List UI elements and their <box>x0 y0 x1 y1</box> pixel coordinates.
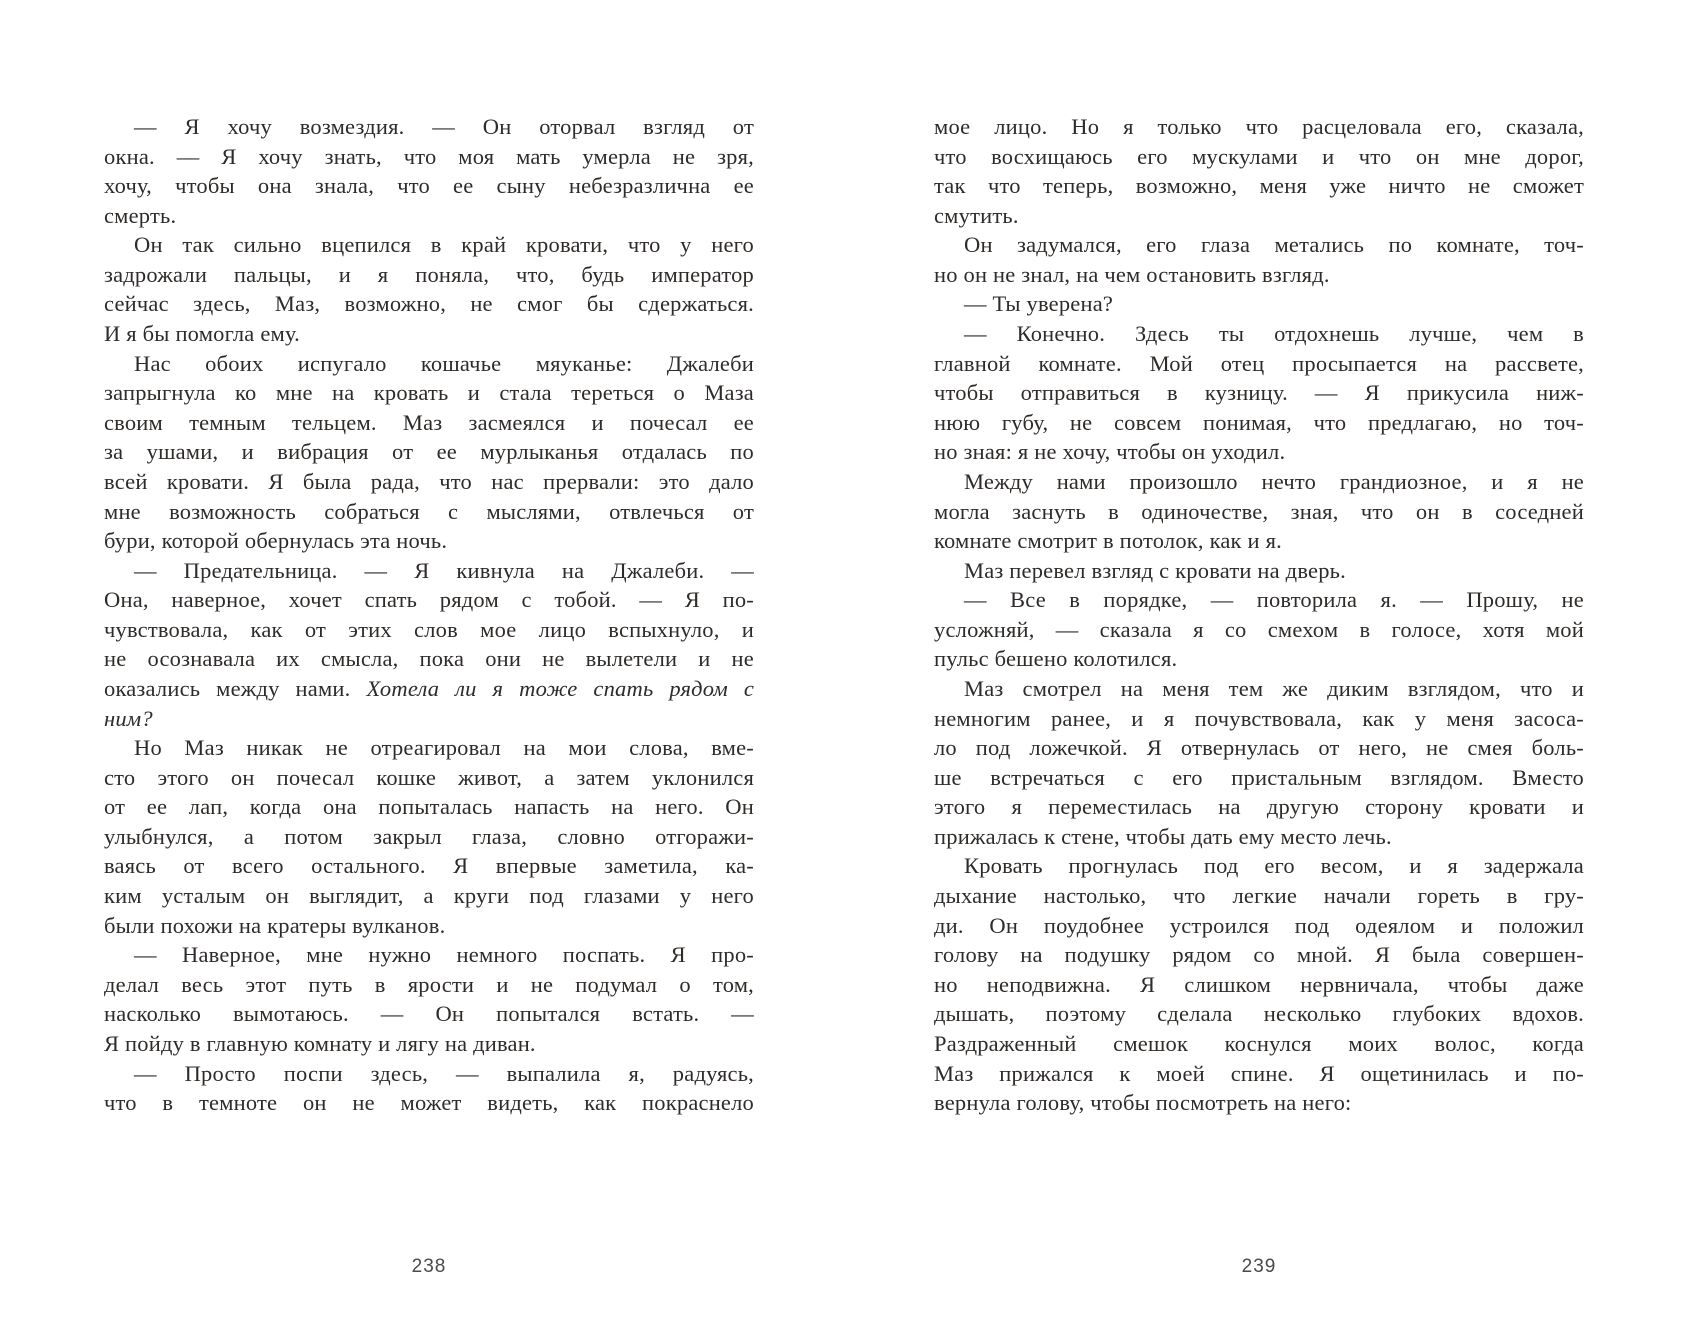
text-segment: Я пойду в главную комнату и лягу на диван. <box>104 1030 536 1056</box>
text-segment: чувствовала, как от этих слов мое лицо вспыхнуло, и <box>104 616 754 642</box>
text-segment: Нас обоих испугало кошачье мяуканье: Джалеби <box>134 350 754 376</box>
text-segment: смутить. <box>934 202 1019 228</box>
text-segment: ким усталым он выглядит, а круги под глазами у него <box>104 883 754 909</box>
text-line <box>934 1059 1584 1089</box>
text-line <box>934 556 1584 586</box>
text-line <box>104 378 754 408</box>
text-line <box>934 585 1584 615</box>
text-segment: усложняй, — сказала я со смехом в голосе, хотя мой <box>934 616 1584 642</box>
text-line <box>104 1088 754 1118</box>
text-line <box>104 970 754 1000</box>
text-line <box>104 851 754 881</box>
text-line <box>104 674 754 704</box>
text-line <box>934 940 1584 970</box>
text-segment: Маз перевел взгляд с кровати на дверь. <box>964 557 1346 583</box>
text-segment: ди. Он поудобнее устроился под одеялом и положил <box>934 912 1584 938</box>
text-line <box>934 437 1584 467</box>
text-segment: насколько вымотаюсь. — Он попытался встать. — <box>104 1001 754 1027</box>
text-line <box>934 467 1584 497</box>
text-segment: Кровать прогнулась под его весом, и я задержала <box>964 853 1584 879</box>
text-line <box>104 585 754 615</box>
text-segment: улыбнулся, а потом закрыл глаза, словно отгоражи- <box>104 823 754 849</box>
text-line <box>934 497 1584 527</box>
text-segment: могла заснуть в одиночестве, зная, что он в соседней <box>934 498 1584 524</box>
text-segment: хочу, чтобы она знала, что ее сыну небезразлична ее <box>104 173 754 199</box>
text-segment: немногим ранее, и я почувствовала, как у меня засоса- <box>934 705 1584 731</box>
text-line <box>934 733 1584 763</box>
text-segment: нюю губу, не совсем понимая, что предлагаю, но точ- <box>934 409 1584 435</box>
text-segment: Между нами произошло нечто грандиозное, и я не <box>964 468 1584 494</box>
text-segment: — Я хочу возмездия. — Он оторвал взгляд от <box>134 114 754 139</box>
page-left <box>104 0 754 1332</box>
text-segment: ло под ложечкой. Я отвернулась от него, не смея боль- <box>934 735 1584 761</box>
text-line <box>104 615 754 645</box>
text-segment: голову на подушку рядом со мной. Я была совершен- <box>934 942 1584 968</box>
text-segment: — Все в порядке, — повторила я. — Прошу, не <box>964 587 1584 613</box>
text-segment: но он не знал, на чем остановить взгляд. <box>934 261 1330 287</box>
text-line <box>934 319 1584 349</box>
text-line <box>934 822 1584 852</box>
text-line <box>934 792 1584 822</box>
text-line <box>104 230 754 260</box>
text-line <box>104 319 754 349</box>
text-line <box>104 556 754 586</box>
text-line <box>934 763 1584 793</box>
text-segment: оказались между нами. <box>104 675 367 701</box>
text-line <box>104 260 754 290</box>
text-segment: — Конечно. Здесь ты отдохнешь лучше, чем в <box>964 321 1584 347</box>
text-line <box>934 911 1584 941</box>
text-line <box>934 615 1584 645</box>
text-segment: но зная: я не хочу, чтобы он уходил. <box>934 439 1286 465</box>
text-segment: что восхищаюсь его мускулами и что он мне дорог, <box>934 143 1584 169</box>
text-segment: так что теперь, возможно, меня уже ничто не сможет <box>934 173 1584 199</box>
text-segment: этого я переместилась на другую сторону кровати и <box>934 794 1584 820</box>
text-line <box>104 201 754 231</box>
text-segment: не осознавала их смысла, пока они не вылетели и не <box>104 646 754 672</box>
page-left-text <box>104 112 754 1118</box>
text-line <box>934 201 1584 231</box>
text-segment: прижалась к стене, чтобы дать ему место лечь. <box>934 823 1392 849</box>
text-line <box>934 526 1584 556</box>
text-line <box>104 497 754 527</box>
text-segment: Маз прижался к моей спине. Я ощетинилась и по- <box>934 1060 1584 1086</box>
text-line <box>934 674 1584 704</box>
text-line <box>934 851 1584 881</box>
text-segment: Он задумался, его глаза метались по комнате, точ- <box>964 232 1584 258</box>
text-line <box>934 1029 1584 1059</box>
text-line <box>104 437 754 467</box>
text-segment: Она, наверное, хочет спать рядом с тобой. — Я по- <box>104 587 754 613</box>
text-line <box>104 289 754 319</box>
text-line <box>104 1059 754 1089</box>
text-segment: сто этого он почесал кошке живот, а затем уклонился <box>104 764 754 790</box>
text-segment: мне возможность собраться с мыслями, отвлечься от <box>104 498 754 524</box>
text-segment: Раздраженный смешок коснулся моих волос, когда <box>934 1030 1584 1056</box>
text-line <box>104 999 754 1029</box>
text-segment: вернула голову, чтобы посмотреть на него: <box>934 1090 1352 1116</box>
text-line <box>934 408 1584 438</box>
text-line <box>104 171 754 201</box>
text-line <box>934 378 1584 408</box>
text-line <box>934 171 1584 201</box>
text-segment: Он так сильно вцепился в край кровати, что у него <box>134 232 754 258</box>
italic-text-segment: ним? <box>104 705 153 731</box>
text-segment: дышать, поэтому сделала несколько глубоких вдохов. <box>934 1001 1584 1027</box>
text-segment: И я бы помогла ему. <box>104 321 300 347</box>
text-line <box>104 763 754 793</box>
text-segment: окна. — Я хочу знать, что моя мать умерла не зря, <box>104 143 754 169</box>
text-line <box>934 142 1584 172</box>
text-line <box>934 112 1584 142</box>
text-line <box>104 792 754 822</box>
text-line <box>934 289 1584 319</box>
text-segment: бури, которой обернулась эта ночь. <box>104 528 448 554</box>
text-line <box>104 911 754 941</box>
text-line <box>934 349 1584 379</box>
text-segment: — Ты уверена? <box>964 291 1114 317</box>
page-right-text <box>934 112 1584 1118</box>
text-line <box>104 733 754 763</box>
text-segment: Но Маз никак не отреагировал на мои слова, вме- <box>134 735 754 761</box>
text-line <box>934 970 1584 1000</box>
text-line <box>934 644 1584 674</box>
text-line <box>934 230 1584 260</box>
text-segment: чтобы отправиться в кузницу. — Я прикусила ниж- <box>934 380 1584 406</box>
text-segment: делал весь этот путь в ярости и не подумал о том, <box>104 971 754 997</box>
text-segment: Маз смотрел на меня тем же диким взглядом, что и <box>964 675 1584 701</box>
italic-text-segment: Хотела ли я тоже спать рядом с <box>366 675 755 701</box>
text-segment: ваясь от всего остального. Я впервые заметила, ка- <box>104 853 754 879</box>
text-line <box>934 881 1584 911</box>
text-line <box>104 940 754 970</box>
text-line <box>934 704 1584 734</box>
text-segment: смерть. <box>104 202 177 228</box>
text-segment: — Просто поспи здесь, — выпалила я, радуясь, <box>134 1060 754 1086</box>
text-segment: пульс бешено колотился. <box>934 646 1178 672</box>
text-segment: комнате смотрит в потолок, как и я. <box>934 528 1282 554</box>
text-line <box>104 704 754 734</box>
text-segment: мое лицо. Но я только что расцеловала его, сказала, <box>934 114 1584 139</box>
text-segment: своим темным тельцем. Маз засмеялся и почесал ее <box>104 409 754 435</box>
text-line <box>934 999 1584 1029</box>
text-segment: что в темноте он не может видеть, как покраснело <box>104 1090 754 1116</box>
text-line <box>104 1029 754 1059</box>
page-number-right: 239 <box>1241 1256 1277 1277</box>
page-number-left: 238 <box>411 1256 447 1277</box>
text-line <box>104 881 754 911</box>
text-segment: но неподвижна. Я слишком нервничала, чтобы даже <box>934 971 1584 997</box>
text-segment: ше встречаться с его пристальным взглядом. Вместо <box>934 764 1584 790</box>
text-segment: запрыгнула ко мне на кровать и стала тереться о Маза <box>104 380 754 406</box>
text-line <box>104 112 754 142</box>
text-line <box>104 644 754 674</box>
text-segment: от ее лап, когда она попыталась напасть на него. Он <box>104 794 754 820</box>
text-segment: были похожи на кратеры вулканов. <box>104 912 446 938</box>
text-line <box>934 260 1584 290</box>
text-segment: — Наверное, мне нужно немного поспать. Я про- <box>134 942 754 968</box>
text-line <box>104 467 754 497</box>
text-line <box>104 142 754 172</box>
text-segment: дыхание настолько, что легкие начали гореть в гру- <box>934 883 1584 909</box>
page-right <box>934 0 1584 1332</box>
text-line <box>104 408 754 438</box>
text-line <box>934 1088 1584 1118</box>
text-segment: сейчас здесь, Маз, возможно, не смог бы сдержаться. <box>104 291 754 317</box>
text-segment: главной комнате. Мой отец просыпается на рассвете, <box>934 350 1584 376</box>
text-line <box>104 822 754 852</box>
text-segment: задрожали пальцы, и я поняла, что, будь император <box>104 261 754 287</box>
text-line <box>104 526 754 556</box>
text-segment: — Предательница. — Я кивнула на Джалеби. — <box>134 557 754 583</box>
text-line <box>104 349 754 379</box>
text-segment: всей кровати. Я была рада, что нас прервали: это дало <box>104 468 754 494</box>
text-segment: за ушами, и вибрация от ее мурлыканья отдалась по <box>104 439 754 465</box>
